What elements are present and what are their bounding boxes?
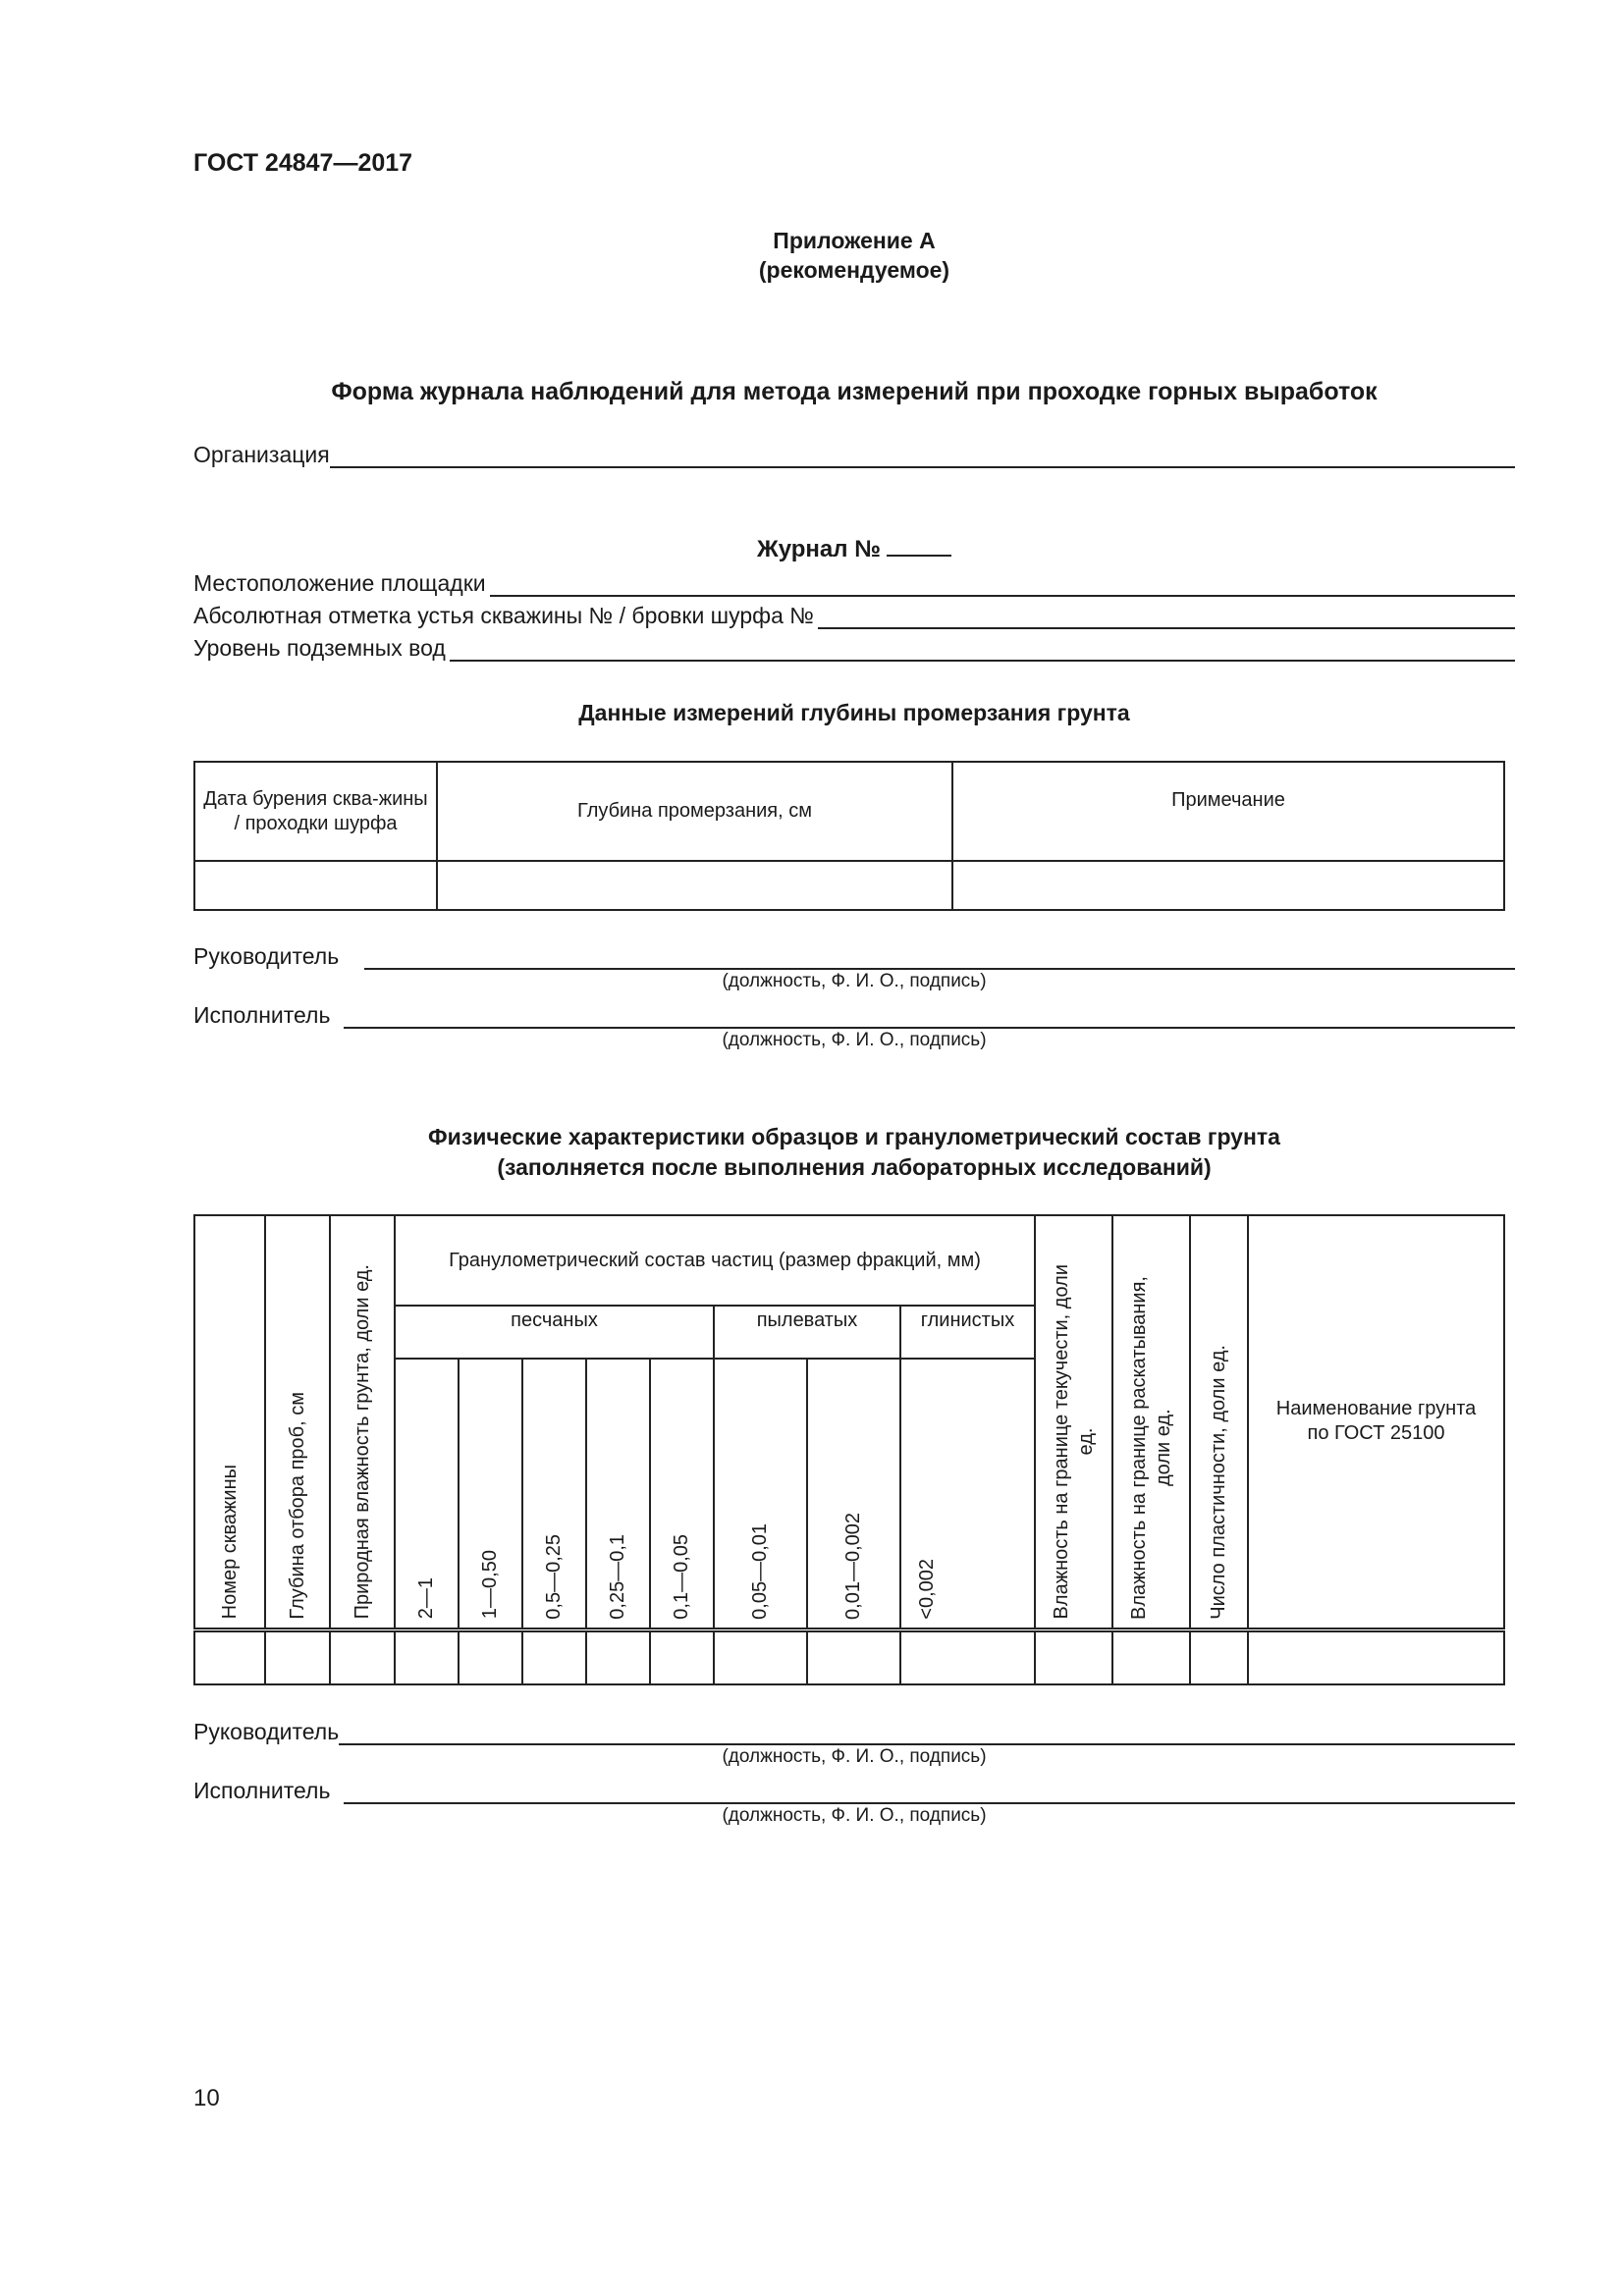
executor-line-1[interactable] [344, 1007, 1515, 1029]
document-header: ГОСТ 24847—2017 [193, 149, 413, 177]
plastic-limit-text: Влажность на границе раскатывания, доли ед. [1127, 1275, 1174, 1620]
head-label-2: Руководитель [193, 1719, 340, 1744]
sample-depth-cell[interactable] [265, 1629, 330, 1684]
elevation-line[interactable] [818, 608, 1515, 629]
fraction-header-7: 0,01—0,002 [807, 1359, 900, 1629]
fraction-cell-8[interactable] [900, 1629, 1035, 1684]
liquid-limit-text: Влажность на границе текучести, доли ед. [1050, 1264, 1097, 1620]
physical-title-line2: (заполняется после выполнения лабораторных исследований) [497, 1154, 1212, 1181]
elevation-field [193, 603, 1515, 629]
executor-line-2[interactable] [344, 1783, 1515, 1804]
fraction-header-5: 0,1—0,05 [650, 1359, 714, 1629]
group-silt-header: пылеватых [714, 1306, 900, 1359]
groundwater-label: Уровень подземных вод [193, 635, 446, 661]
fraction-header-1: 2—1 [395, 1359, 459, 1629]
executor-hint-2: (должность, Ф. И. О., подпись) [722, 1805, 987, 1826]
head-signature-1 [193, 943, 1515, 970]
plasticity-cell[interactable] [1190, 1629, 1248, 1684]
moisture-cell[interactable] [330, 1629, 395, 1684]
form-title: Форма журнала наблюдений для метода измерений при проходке горных выработок [331, 378, 1378, 405]
col-liquid-limit-header [1035, 1215, 1112, 1629]
liquid-limit-cell[interactable] [1035, 1629, 1112, 1684]
freeze-section-title: Данные измерений глубины промерзания грунта [578, 700, 1130, 725]
organization-line[interactable] [330, 447, 1515, 468]
groundwater-line[interactable] [450, 640, 1515, 662]
fraction-cell-3[interactable] [522, 1629, 586, 1684]
groundwater-field [193, 635, 1515, 662]
col-note-header: Примечание [952, 762, 1504, 861]
organization-field [193, 442, 1515, 468]
fraction-cell-5[interactable] [650, 1629, 714, 1684]
organization-label: Организация [193, 442, 330, 467]
col-moisture-header: Природная влажность грунта, доли ед. [330, 1215, 395, 1629]
freeze-table [193, 761, 1505, 911]
date-cell[interactable] [194, 861, 437, 910]
executor-label-1: Исполнитель [193, 1002, 331, 1028]
col-well-header: Номер скважины [194, 1215, 265, 1629]
col-depth-header: Глубина промерзания, см [437, 762, 952, 861]
journal-number [0, 535, 1623, 563]
fraction-cell-6[interactable] [714, 1629, 807, 1684]
well-cell[interactable] [194, 1629, 265, 1684]
executor-signature-1 [193, 1002, 1515, 1029]
depth-cell[interactable] [437, 861, 952, 910]
head-hint-1: (должность, Ф. И. О., подпись) [722, 971, 987, 991]
head-hint-2: (должность, Ф. И. О., подпись) [722, 1746, 987, 1767]
col-granulo-header: Гранулометрический состав частиц (размер фракций, мм) [395, 1215, 1035, 1306]
group-clay-header: глинистых [900, 1306, 1035, 1359]
col-plasticity-header: Число пластичности, доли ед. [1190, 1215, 1248, 1629]
executor-label-2: Исполнитель [193, 1778, 331, 1803]
note-cell[interactable] [952, 861, 1504, 910]
location-label: Местоположение площадки [193, 570, 486, 596]
head-line-1[interactable] [364, 948, 1515, 970]
col-soil-name-header: Наименование грунта по ГОСТ 25100 [1248, 1215, 1504, 1629]
executor-hint-1: (должность, Ф. И. О., подпись) [722, 1030, 987, 1050]
physical-table [193, 1214, 1505, 1685]
journal-number-line[interactable] [887, 535, 951, 557]
fraction-header-3: 0,5—0,25 [522, 1359, 586, 1629]
head-line-2[interactable] [339, 1724, 1515, 1745]
journal-label: Журнал № [757, 536, 881, 562]
col-sample-depth-header: Глубина отбора проб, см [265, 1215, 330, 1629]
plastic-limit-cell[interactable] [1112, 1629, 1190, 1684]
physical-section-title [0, 1122, 1623, 1183]
fraction-cell-4[interactable] [586, 1629, 650, 1684]
col-date-header: Дата бурения сква-жины / проходки шурфа [194, 762, 437, 861]
soil-name-cell[interactable] [1248, 1629, 1504, 1684]
location-line[interactable] [490, 575, 1515, 597]
col-plastic-limit-header [1112, 1215, 1190, 1629]
head-signature-2 [193, 1719, 1515, 1745]
physical-title-line1: Физические характеристики образцов и гранулометрический состав грунта [428, 1124, 1280, 1149]
fraction-cell-2[interactable] [459, 1629, 522, 1684]
head-label-1: Руководитель [193, 943, 340, 969]
fraction-header-4: 0,25—0,1 [586, 1359, 650, 1629]
fraction-header-8: <0,002 [900, 1359, 1035, 1629]
page-number: 10 [193, 2085, 220, 2111]
executor-signature-2 [193, 1778, 1515, 1804]
fraction-header-2: 1—0,50 [459, 1359, 522, 1629]
fraction-cell-1[interactable] [395, 1629, 459, 1684]
fraction-header-6: 0,05—0,01 [714, 1359, 807, 1629]
fraction-cell-7[interactable] [807, 1629, 900, 1684]
appendix-title: Приложение А [773, 228, 936, 253]
appendix-type: (рекомендуемое) [758, 257, 950, 283]
elevation-label: Абсолютная отметка устья скважины № / бровки шурфа № [193, 603, 814, 628]
group-sand-header: песчаных [395, 1306, 714, 1359]
location-field [193, 570, 1515, 597]
